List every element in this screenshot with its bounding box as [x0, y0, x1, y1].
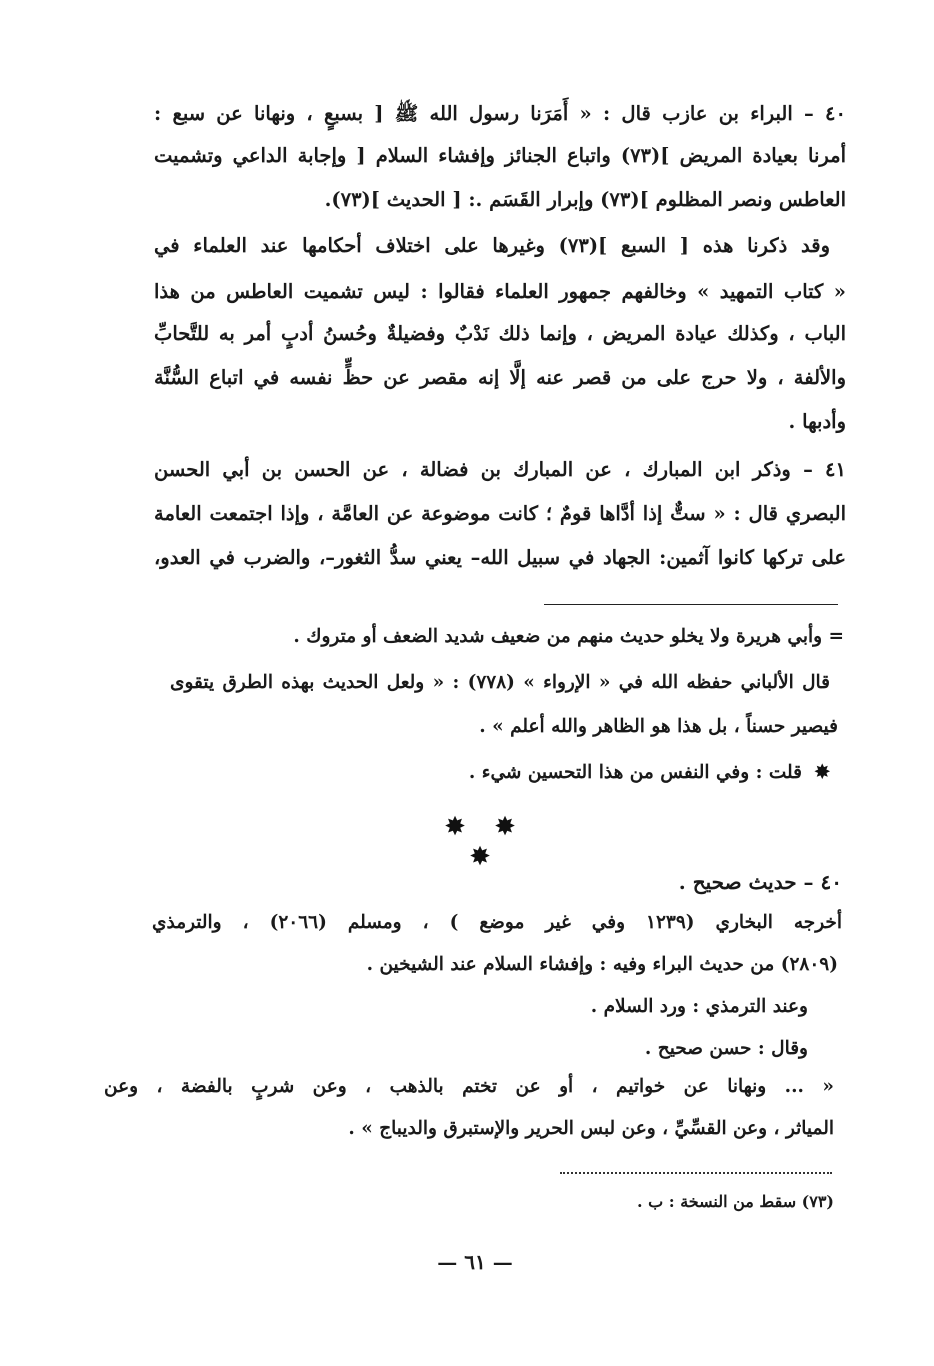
main-text-line: ٤١ – وذكر ابن المبارك ، عن المبارك بن فضالة ، عن الحسن بن أبي الحسن — [154, 458, 846, 481]
footnote-line: قال الألباني حفظه الله في « الإرواء » (٧٧٨) : « ولعل الحديث بهذه الطرق يتقوى — [170, 672, 831, 693]
footnote-line — [130, 764, 830, 783]
takhrij-line: « ... ونهانا عن خواتيم ، أو عن تختم بالذهب ، وعن شربٍ بالفضة ، وعن — [104, 1076, 834, 1097]
main-text-line: أمرنا بعيادة المريض ](٧٣) واتباع الجنائز وإفشاء السلام [ وإجابة الداعي وتشميت — [154, 144, 846, 167]
takhrij-line: وقال : حسن صحيح . — [644, 1038, 808, 1059]
main-text-line: ٤٠ – البراء بن عازب قال : « أَمَرَنا رسول الله ﷺ [ بسبعٍ ، ونهانا عن سبع : — [154, 102, 846, 125]
page-number: — ٦١ — — [437, 1250, 513, 1274]
takhrij-line: (٢٨٠٩) من حديث البراء وفيه : وإفشاء السلام عند الشيخين . — [366, 954, 838, 975]
main-text-line: البصري قال : « ستٌّ إذا أدَّاها قومٌ ؛ كانت موضوعة عن العامَّة ، وإذا اجتمعت العامة — [154, 502, 846, 525]
footnote-note: (٧٣) سقط من النسخة : ب . — [636, 1192, 834, 1211]
main-text-line: وأدبها . — [788, 410, 846, 433]
dotted-separator — [560, 1172, 832, 1174]
takhrij-line: المياثر ، وعن القسِّيِّ ، وعن لبس الحرير والإستبرق والديباج » . — [348, 1118, 834, 1139]
takhrij-heading: ٤٠ – حديث صحيح . — [678, 870, 842, 894]
footnote-separator — [544, 604, 838, 605]
main-text-line: والألفة ، ولا حرج على من قصر عنه إلَّا إنه مقصر عن حظٍّ نفسه في اتباع السُّنَّة — [154, 366, 846, 389]
main-text-line: « كتاب التمهيد » وخالفهم جمهور العلماء فقالوا : ليس تشميت العاطس من هذا — [154, 280, 846, 303]
main-text-line: الباب ، وكذلك عيادة المريض ، وإنما ذلك نَدْبٌ وفضيلةٌ وحُسنُ أدبٍ أمر به للتَّحابِّ — [154, 322, 846, 345]
takhrij-line: أخرجه البخاري (١٢٣٩ وفي غير موضع ) ، ومسلم (٢٠٦٦) ، والترمذي — [152, 912, 843, 933]
main-text-line: على تركها كانوا آثمين: الجهاد في سبيل الله– يعني سدُّ الثغور–، والضرب في العدو، — [154, 546, 846, 569]
takhrij-line: وعند الترمذي : ورد السلام . — [590, 996, 808, 1017]
footnote-comment: قلت : وفي النفس من هذا التحسين شيء . — [468, 762, 803, 783]
section-divider-stars: ✸ ✸ ✸ — [444, 812, 526, 872]
star-mark-icon: ✸ — [814, 762, 830, 783]
main-text-line: العاطس ونصر المظلوم ](٧٣) وإبرار القَسَم .: [ الحديث ](٧٣). — [324, 188, 846, 211]
main-text-line: وقد ذكرنا هذه [ السبع ](٧٣) وغيرها على اختلاف أحكامها عند العلماء في — [154, 234, 830, 257]
footnote-line: = وأبي هريرة ولا يخلو حديث منهم من ضعيف شديد الضعف أو متروك . — [293, 626, 844, 647]
footnote-line: فيصير حسناً ، بل هذا هو الظاهر والله أعلم » . — [479, 716, 838, 737]
